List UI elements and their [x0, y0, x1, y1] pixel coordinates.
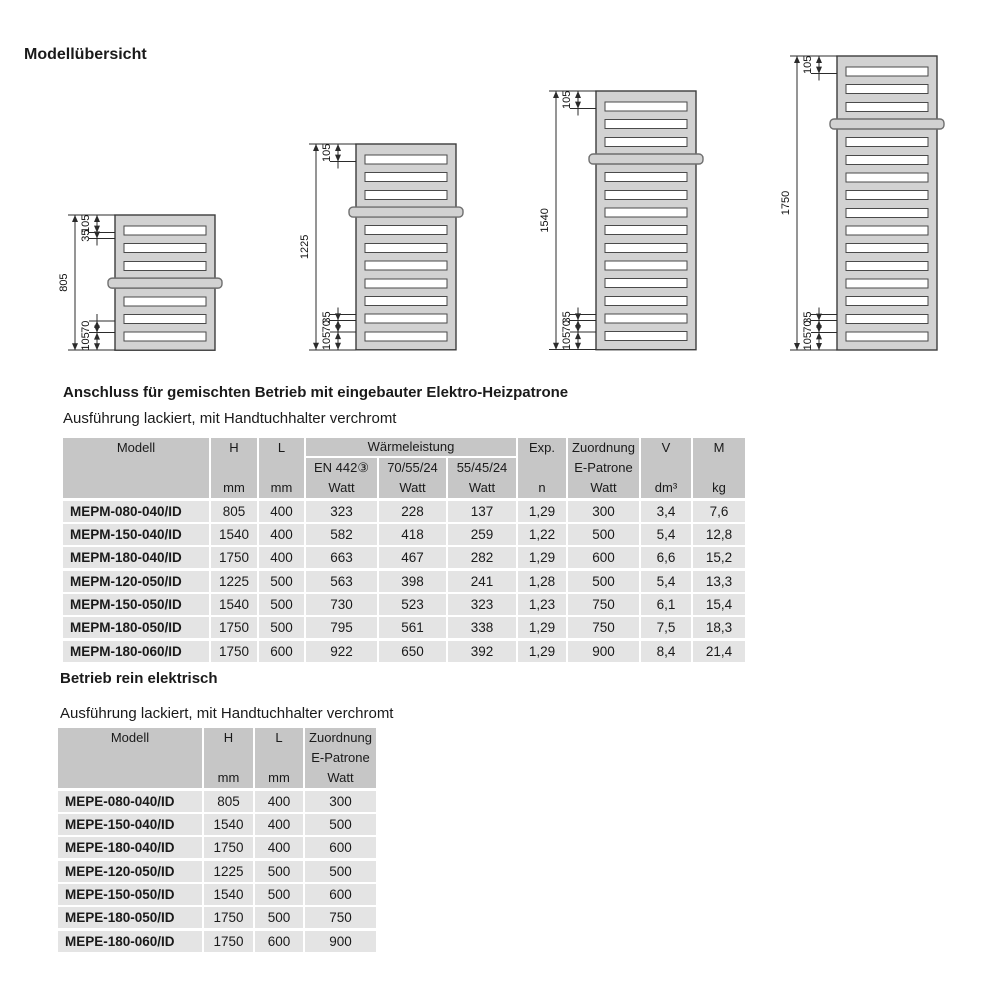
- heating-tube-slot: [365, 332, 447, 341]
- heating-tube-slot: [846, 332, 928, 341]
- model-cell: MEPM-120-050/ID: [63, 571, 209, 592]
- table-row: [63, 501, 745, 522]
- value-cell: 730: [304, 594, 377, 615]
- heating-tube-slot: [124, 261, 206, 270]
- value-cell: 1750: [202, 837, 253, 858]
- model-cell: MEPE-180-060/ID: [58, 931, 202, 952]
- value-cell: 523: [377, 594, 446, 615]
- value-cell: 500: [566, 524, 639, 545]
- heating-tube-slot: [365, 155, 447, 164]
- col-554524: [446, 458, 516, 498]
- value-cell: 900: [303, 931, 376, 952]
- value-cell: 805: [209, 501, 257, 522]
- header-spacer: [693, 458, 745, 478]
- heating-tube-slot: [846, 155, 928, 164]
- value-cell: 8,4: [639, 641, 691, 662]
- value-cell: 1,23: [516, 594, 566, 615]
- col-v: [639, 438, 691, 498]
- header-unit: dm³: [654, 480, 678, 495]
- header-unit: mm: [217, 770, 240, 785]
- heating-tube-slot: [846, 261, 928, 270]
- value-cell: 1,29: [516, 617, 566, 638]
- heating-tube-slot: [605, 120, 687, 129]
- header-label: H: [223, 730, 234, 745]
- heating-tube-slot: [846, 85, 928, 94]
- model-cell: MEPE-120-050/ID: [58, 861, 202, 882]
- svg-text:105: 105: [80, 332, 93, 351]
- col-exp: [516, 438, 566, 498]
- col-group-waermeleistung: [304, 438, 516, 498]
- header-unit: mm: [223, 480, 245, 495]
- value-cell: 600: [303, 884, 376, 905]
- heating-tube-slot: [846, 244, 928, 253]
- header-unit: Watt: [399, 480, 426, 495]
- header-label: L: [277, 440, 286, 455]
- table-row: [63, 617, 745, 638]
- model-cell: MEPE-150-040/ID: [58, 814, 202, 835]
- table-row: [58, 814, 376, 835]
- col-705524: [377, 458, 446, 498]
- value-cell: 7,5: [639, 617, 691, 638]
- value-cell: 500: [257, 571, 304, 592]
- value-cell: 18,3: [691, 617, 745, 638]
- header-unit: n: [538, 480, 546, 495]
- header-label: Modell: [110, 730, 150, 745]
- header-label: M: [713, 440, 725, 455]
- header-spacer: [259, 458, 304, 478]
- header-label: H: [229, 440, 239, 455]
- towel-bar: [830, 119, 944, 129]
- value-cell: 15,2: [691, 547, 745, 568]
- table-row: [63, 641, 745, 662]
- value-cell: 582: [304, 524, 377, 545]
- value-cell: 15,4: [691, 594, 745, 615]
- model-cell: MEPM-180-060/ID: [63, 641, 209, 662]
- value-cell: 400: [257, 547, 304, 568]
- header-label: 55/45/24: [456, 460, 508, 475]
- header-unit: Watt: [327, 770, 354, 785]
- value-cell: 1540: [209, 594, 257, 615]
- model-cell: MEPE-150-050/ID: [58, 884, 202, 905]
- value-cell: 5,4: [639, 524, 691, 545]
- value-cell: 600: [253, 931, 303, 952]
- value-cell: 400: [257, 524, 304, 545]
- value-cell: 600: [257, 641, 304, 662]
- header-spacer: [518, 458, 566, 478]
- model-cell: MEPM-080-040/ID: [63, 501, 209, 522]
- value-cell: 500: [303, 861, 376, 882]
- header-label: E-Patrone: [311, 750, 370, 765]
- heating-tube-slot: [365, 173, 447, 182]
- heating-tube-slot: [846, 138, 928, 147]
- col-l: [257, 438, 304, 498]
- heating-tube-slot: [365, 244, 447, 253]
- header-spacer: [211, 458, 257, 478]
- table-row: [63, 594, 745, 615]
- svg-text:70: 70: [80, 320, 93, 333]
- heating-tube-slot: [605, 226, 687, 235]
- header-label: L: [275, 730, 283, 745]
- value-cell: 7,6: [691, 501, 745, 522]
- radiator-drawing: [294, 134, 466, 360]
- svg-text:805: 805: [58, 273, 71, 292]
- value-cell: 600: [303, 837, 376, 858]
- col-h: [209, 438, 257, 498]
- value-cell: 137: [446, 501, 516, 522]
- header-spacer: [641, 458, 691, 478]
- svg-text:105: 105: [802, 55, 814, 74]
- svg-text:1750: 1750: [780, 190, 792, 216]
- value-cell: 1,22: [516, 524, 566, 545]
- radiator-drawing: [534, 81, 706, 360]
- heating-tube-slot: [605, 332, 687, 341]
- value-cell: 300: [303, 791, 376, 812]
- svg-text:1225: 1225: [299, 234, 312, 260]
- svg-text:105: 105: [321, 143, 334, 163]
- header-unit: Watt: [590, 480, 617, 495]
- table-row: [63, 524, 745, 545]
- value-cell: 1540: [202, 884, 253, 905]
- mixed-operation-table: [63, 438, 745, 664]
- radiator-drawing: [775, 46, 947, 360]
- value-cell: 500: [257, 594, 304, 615]
- value-cell: 1,29: [516, 641, 566, 662]
- value-cell: 6,1: [639, 594, 691, 615]
- value-cell: 600: [566, 547, 639, 568]
- section2-subheading: Ausführung lackiert, mit Handtuchhalter verchromt: [60, 705, 394, 722]
- svg-text:70: 70: [802, 320, 814, 333]
- section2-heading: Betrieb rein elektrisch: [60, 670, 218, 687]
- heating-tube-slot: [605, 261, 687, 270]
- heating-tube-slot: [846, 102, 928, 111]
- value-cell: 12,8: [691, 524, 745, 545]
- value-cell: 228: [377, 501, 446, 522]
- page-title: Modellübersicht: [24, 46, 147, 63]
- model-cell: MEPE-080-040/ID: [58, 791, 202, 812]
- value-cell: 400: [253, 791, 303, 812]
- svg-text:35: 35: [561, 311, 574, 324]
- heating-tube-slot: [846, 314, 928, 323]
- table-row: [58, 931, 376, 952]
- model-cell: MEPE-180-050/ID: [58, 907, 202, 928]
- value-cell: 241: [446, 571, 516, 592]
- model-cell: MEPM-180-040/ID: [63, 547, 209, 568]
- header-spacer: [204, 748, 253, 768]
- value-cell: 398: [377, 571, 446, 592]
- model-cell: MEPM-150-040/ID: [63, 524, 209, 545]
- heating-tube-slot: [846, 67, 928, 76]
- value-cell: 300: [566, 501, 639, 522]
- svg-text:35: 35: [802, 311, 814, 324]
- value-cell: 900: [566, 641, 639, 662]
- col-zuordnung: [303, 728, 376, 788]
- col-zuordnung: [566, 438, 639, 498]
- heating-tube-slot: [124, 226, 206, 235]
- header-label: 70/55/24: [387, 460, 438, 475]
- table2-body: [58, 791, 376, 952]
- towel-bar: [349, 207, 463, 217]
- heating-tube-slot: [124, 332, 206, 341]
- value-cell: 467: [377, 547, 446, 568]
- col-l: [253, 728, 303, 788]
- value-cell: 500: [303, 814, 376, 835]
- value-cell: 1,29: [516, 547, 566, 568]
- header-unit: mm: [270, 480, 293, 495]
- value-cell: 561: [377, 617, 446, 638]
- heating-tube-slot: [605, 173, 687, 182]
- value-cell: 1750: [209, 547, 257, 568]
- heating-tube-slot: [124, 297, 206, 306]
- col-modell: [63, 438, 209, 498]
- heating-tube-slot: [124, 243, 206, 252]
- value-cell: 750: [303, 907, 376, 928]
- heating-tube-slot: [124, 314, 206, 323]
- svg-text:1540: 1540: [539, 208, 552, 233]
- col-en442: [306, 458, 377, 498]
- col-m: [691, 438, 745, 498]
- value-cell: 1750: [209, 617, 257, 638]
- header-label: Zuordnung: [309, 730, 372, 745]
- value-cell: 500: [253, 861, 303, 882]
- value-cell: 338: [446, 617, 516, 638]
- svg-text:70: 70: [561, 320, 574, 333]
- heating-tube-slot: [365, 261, 447, 270]
- value-cell: 392: [446, 641, 516, 662]
- value-cell: 400: [253, 837, 303, 858]
- svg-text:105: 105: [561, 90, 574, 110]
- heating-tube-slot: [846, 297, 928, 306]
- svg-text:70: 70: [321, 320, 334, 333]
- header-label: E-Patrone: [574, 460, 633, 475]
- value-cell: 500: [566, 571, 639, 592]
- svg-text:105: 105: [80, 214, 93, 233]
- header-label: Exp.: [528, 440, 555, 455]
- heating-tube-slot: [846, 208, 928, 217]
- svg-text:105: 105: [802, 332, 814, 351]
- heating-tube-slot: [365, 279, 447, 288]
- svg-text:35: 35: [321, 311, 334, 324]
- heating-tube-slot: [605, 191, 687, 200]
- value-cell: 1750: [209, 641, 257, 662]
- table-row: [63, 571, 745, 592]
- table1-body: [63, 501, 745, 662]
- value-cell: 1540: [202, 814, 253, 835]
- value-cell: 1225: [202, 861, 253, 882]
- col-h: [202, 728, 253, 788]
- col-modell: [58, 728, 202, 788]
- value-cell: 500: [253, 907, 303, 928]
- heating-tube-slot: [605, 279, 687, 288]
- heating-tube-slot: [846, 279, 928, 288]
- heating-tube-slot: [846, 226, 928, 235]
- value-cell: 750: [566, 594, 639, 615]
- value-cell: 805: [202, 791, 253, 812]
- heating-tube-slot: [605, 138, 687, 147]
- value-cell: 1750: [202, 931, 253, 952]
- value-cell: 563: [304, 571, 377, 592]
- value-cell: 1,28: [516, 571, 566, 592]
- heating-tube-slot: [365, 297, 447, 306]
- heating-tube-slot: [605, 314, 687, 323]
- heating-tube-slot: [365, 314, 447, 323]
- section1-subheading: Ausführung lackiert, mit Handtuchhalter verchromt: [63, 410, 397, 427]
- table-row: [58, 884, 376, 905]
- table1-header: [63, 438, 745, 498]
- header-unit: Watt: [468, 480, 496, 495]
- header-unit: Watt: [328, 480, 355, 495]
- section1-heading: Anschluss für gemischten Betrieb mit eingebauter Elektro-Heizpatrone: [63, 384, 569, 401]
- heating-tube-slot: [605, 208, 687, 217]
- group-subcolumns: [306, 458, 516, 498]
- value-cell: 282: [446, 547, 516, 568]
- header-unit: mm: [268, 770, 290, 785]
- value-cell: 500: [253, 884, 303, 905]
- value-cell: 400: [253, 814, 303, 835]
- heating-tube-slot: [846, 191, 928, 200]
- heating-tube-slot: [605, 244, 687, 253]
- value-cell: 1,29: [516, 501, 566, 522]
- value-cell: 5,4: [639, 571, 691, 592]
- svg-text:105: 105: [321, 332, 334, 351]
- table-row: [58, 861, 376, 882]
- value-cell: 1540: [209, 524, 257, 545]
- value-cell: 1750: [202, 907, 253, 928]
- electric-only-table: [58, 728, 376, 954]
- model-cell: MEPM-150-050/ID: [63, 594, 209, 615]
- header-label: EN 442③: [313, 460, 369, 475]
- group-header-label: Wärmeleistung: [306, 438, 516, 458]
- table-row: [58, 837, 376, 858]
- value-cell: 418: [377, 524, 446, 545]
- value-cell: 750: [566, 617, 639, 638]
- model-cell: MEPE-180-040/ID: [58, 837, 202, 858]
- value-cell: 922: [304, 641, 377, 662]
- value-cell: 500: [257, 617, 304, 638]
- table-row: [63, 547, 745, 568]
- value-cell: 13,3: [691, 571, 745, 592]
- value-cell: 650: [377, 641, 446, 662]
- value-cell: 795: [304, 617, 377, 638]
- heating-tube-slot: [365, 191, 447, 200]
- value-cell: 3,4: [639, 501, 691, 522]
- heating-tube-slot: [365, 226, 447, 235]
- table2-header: [58, 728, 376, 788]
- header-unit: kg: [712, 480, 726, 495]
- table-row: [58, 791, 376, 812]
- svg-text:105: 105: [561, 332, 574, 351]
- towel-bar: [108, 278, 222, 288]
- model-cell: MEPM-180-050/ID: [63, 617, 209, 638]
- value-cell: 400: [257, 501, 304, 522]
- value-cell: 6,6: [639, 547, 691, 568]
- value-cell: 259: [446, 524, 516, 545]
- heating-tube-slot: [846, 173, 928, 182]
- table-row: [58, 907, 376, 928]
- header-label: Modell: [116, 440, 156, 455]
- header-label: V: [661, 440, 671, 455]
- svg-text:35: 35: [80, 229, 93, 242]
- radiator-panel: [596, 91, 696, 350]
- value-cell: 663: [304, 547, 377, 568]
- towel-bar: [589, 154, 703, 164]
- header-spacer: [255, 748, 303, 768]
- value-cell: 1225: [209, 571, 257, 592]
- model-drawings: [0, 0, 984, 375]
- value-cell: 323: [446, 594, 516, 615]
- heating-tube-slot: [605, 102, 687, 111]
- value-cell: 323: [304, 501, 377, 522]
- header-label: Zuordnung: [572, 440, 635, 455]
- heating-tube-slot: [605, 297, 687, 306]
- radiator-drawing: [53, 205, 225, 360]
- value-cell: 21,4: [691, 641, 745, 662]
